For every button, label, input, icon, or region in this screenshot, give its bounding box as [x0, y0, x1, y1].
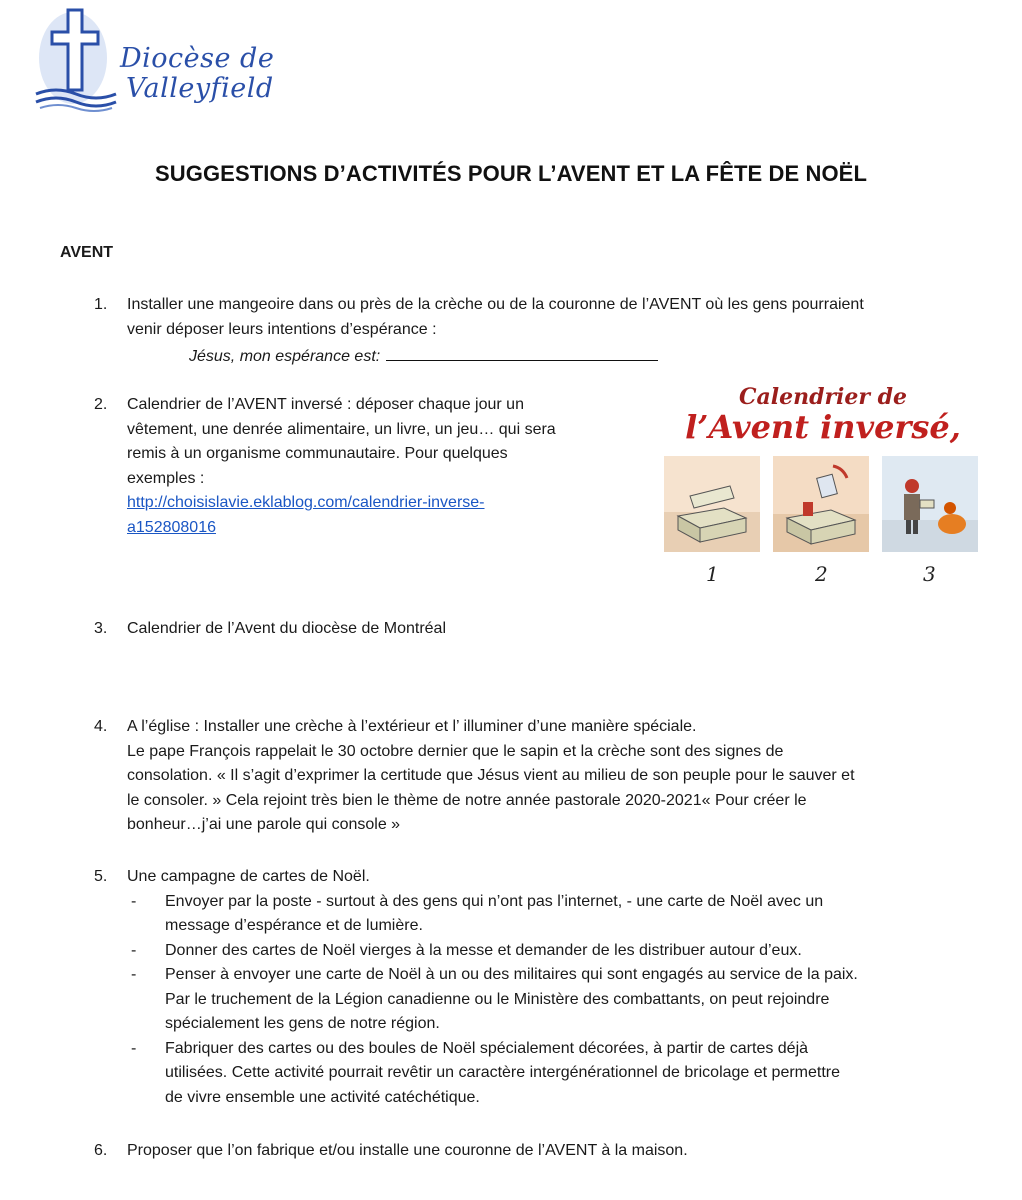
item-line: venir déposer leurs intentions d’espérance :	[127, 320, 437, 338]
sub-item-2	[127, 939, 997, 964]
calendar-title-line-1: Calendrier de	[738, 384, 908, 410]
hope-prompt: Jésus, mon espérance est:	[189, 348, 381, 365]
sub-item-line: message d’espérance et de lumière.	[165, 917, 423, 934]
item-number: 6.	[94, 1142, 108, 1159]
item-line: Une campagne de cartes de Noël.	[127, 868, 370, 885]
item-line: A l’église : Installer une crèche à l’extérieur et l’ illuminer d’une manière spéciale.	[127, 718, 697, 735]
panel-number-3: 3	[923, 562, 936, 586]
item-number: 2.	[94, 396, 108, 413]
panel-number-2: 2	[815, 562, 828, 586]
item-number: 3.	[94, 620, 108, 637]
sub-item-line: spécialement les gens de notre région.	[165, 1015, 440, 1032]
sub-item-line: Par le truchement de la Légion canadienne ou le Ministère des combattants, on peut rejoindre	[165, 990, 830, 1008]
sub-item-line: de vivre ensemble une activité catéchétique.	[165, 1088, 480, 1106]
item-line: Le pape François rappelait le 30 octobre dernier que le sapin et la crèche sont des signes de	[127, 742, 784, 760]
reverse-advent-calendar-image	[662, 378, 984, 588]
item-line: remis à un organisme communautaire. Pour quelques	[127, 445, 508, 462]
page-title: SUGGESTIONS D’ACTIVITÉS POUR L’AVENT ET LA FÊTE DE NOËL	[154, 161, 867, 186]
sub-item-1	[127, 890, 997, 939]
item-number: 4.	[94, 718, 108, 735]
item-line: consolation. « Il s’agit d’exprimer la certitude que Jésus vient au milieu de son peuple pour le sauver et	[127, 767, 855, 784]
item-line: Calendrier de l’Avent du diocèse de Montréal	[127, 620, 447, 637]
diocese-logo	[28, 4, 278, 116]
dash-bullet: -	[131, 892, 137, 910]
panel-number-1: 1	[706, 562, 719, 586]
empty-box-panel	[664, 456, 760, 552]
item-line: Proposer que l’on fabrique et/ou installe une couronne de l’AVENT à la maison.	[127, 1142, 688, 1159]
item-line: bonheur…j’ai une parole qui console »	[127, 816, 401, 833]
sub-item-line: Penser à envoyer une carte de Noël à un ou des militaires qui sont engagés au service de la paix.	[165, 966, 858, 983]
logo-text	[120, 44, 274, 104]
section-heading: AVENT	[60, 244, 114, 261]
item-line: le consoler. » Cela rejoint très bien le thème de notre année pastorale 2020-2021« Pour créer le	[127, 791, 807, 809]
item-line: Installer une mangeoire dans ou près de la crèche ou de la couronne de l’AVENT où les gens pourraient	[127, 296, 864, 313]
sub-item-4	[127, 1037, 997, 1111]
logo-line-1: Diocèse de	[120, 43, 275, 74]
blank-fill-line	[386, 342, 658, 361]
item-line: Calendrier de l’AVENT inversé : déposer chaque jour un	[127, 396, 524, 413]
sub-item-3	[127, 963, 997, 1037]
dash-bullet: -	[131, 966, 137, 983]
item-number: 1.	[94, 296, 108, 313]
item-line: vêtement, une denrée alimentaire, un livre, un jeu… qui sera	[127, 420, 556, 438]
calendar-link-line-1[interactable]: http://choisislavie.eklablog.com/calendrier-inverse-	[127, 494, 485, 511]
giving-people-panel	[882, 456, 978, 552]
sub-item-line: utilisées. Cette activité pourrait revêtir un caractère intergénérationnel de bricolage et permettre	[165, 1064, 841, 1081]
calendar-link-line-2[interactable]: a152808016	[127, 518, 216, 536]
box-with-items-panel	[773, 456, 869, 552]
logo-line-2: Valleyfield	[126, 73, 274, 104]
calendar-link[interactable]	[127, 491, 647, 540]
dash-bullet: -	[131, 941, 137, 959]
calendar-title-line-2: l’Avent inversé,	[685, 408, 961, 446]
item-line: exemples :	[127, 469, 205, 487]
dash-bullet: -	[131, 1039, 137, 1057]
sub-item-line: Donner des cartes de Noël vierges à la messe et demander de les distribuer autour d’eux.	[165, 941, 802, 959]
sub-item-line: Fabriquer des cartes ou des boules de Noël spécialement décorées, à partir de cartes déjà	[165, 1039, 809, 1057]
hope-prompt-row	[127, 342, 997, 370]
sub-item-line: Envoyer par la poste - surtout à des gens qui n’ont pas l’internet, - une carte de Noël avec un	[165, 892, 824, 910]
item-number: 5.	[94, 868, 108, 885]
